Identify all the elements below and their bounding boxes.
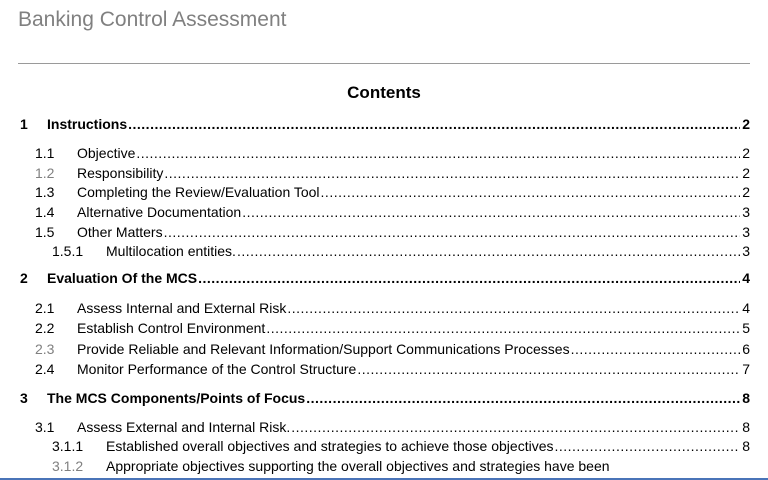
toc-entry-page: 6 bbox=[742, 341, 750, 357]
toc-entry-page: 7 bbox=[742, 361, 750, 377]
toc-entry-title: Completing the Review/Evaluation Tool bbox=[77, 184, 320, 200]
toc-dot-leader bbox=[554, 437, 740, 455]
toc-entry-page: 3 bbox=[742, 224, 750, 240]
toc-dot-leader bbox=[287, 299, 740, 317]
toc-entry[interactable] bbox=[35, 319, 750, 337]
toc-entry[interactable] bbox=[35, 203, 750, 221]
toc-entry[interactable] bbox=[35, 164, 750, 182]
toc-entry-number: 3 bbox=[20, 390, 28, 406]
toc-dot-leader bbox=[357, 360, 740, 378]
toc-entry[interactable] bbox=[35, 418, 750, 436]
toc-entry-number: 1.3 bbox=[35, 184, 55, 200]
toc-entry[interactable] bbox=[52, 437, 750, 455]
toc-entry-title: Evaluation Of the MCS bbox=[47, 270, 198, 286]
toc-entry-page: 2 bbox=[742, 116, 750, 132]
toc-entry[interactable] bbox=[35, 360, 750, 378]
toc-entry-number: 1.5 bbox=[35, 224, 55, 240]
toc-dot-leader bbox=[291, 418, 740, 436]
toc-entry-number: 2.1 bbox=[35, 300, 55, 316]
toc-entry-title: The MCS Components/Points of Focus bbox=[47, 390, 306, 406]
toc-entry-page: 2 bbox=[742, 165, 750, 181]
toc-entry[interactable] bbox=[35, 223, 750, 241]
header-divider bbox=[18, 63, 750, 64]
toc-entry-page: 3 bbox=[742, 204, 750, 220]
toc-entry-number: 1.5.1 bbox=[52, 243, 84, 259]
document-title: Banking Control Assessment bbox=[18, 8, 287, 31]
toc-entry[interactable] bbox=[35, 183, 750, 201]
toc-dot-leader bbox=[164, 223, 741, 241]
toc-entry-title: Assess Internal and External Risk bbox=[77, 300, 287, 316]
toc-entry-number: 1.2 bbox=[35, 165, 55, 181]
toc-entry-page: 4 bbox=[742, 300, 750, 316]
toc-entry[interactable] bbox=[20, 115, 750, 133]
toc-entry-page: 2 bbox=[742, 145, 750, 161]
toc-entry-title: Established overall objectives and strategies to achieve those objectives bbox=[106, 438, 554, 454]
toc-entry-number: 3.1.2 bbox=[52, 458, 84, 474]
toc-entry-title: Alternative Documentation bbox=[77, 204, 242, 220]
toc-dot-leader bbox=[242, 203, 740, 221]
toc-dot-leader bbox=[321, 183, 741, 201]
toc-entry-page: 8 bbox=[742, 390, 750, 406]
toc-entry-number: 3.1 bbox=[35, 419, 55, 435]
toc-entry-number: 3.1.1 bbox=[52, 438, 84, 454]
toc-entry-title: Instructions bbox=[47, 116, 128, 132]
toc-entry-page: 5 bbox=[742, 320, 750, 336]
toc-entry-number: 1.1 bbox=[35, 145, 55, 161]
toc-entry-title: Multilocation entities. bbox=[106, 243, 236, 259]
toc-entry-number: 2 bbox=[20, 270, 28, 286]
toc-dot-leader bbox=[164, 164, 740, 182]
toc-entry[interactable] bbox=[52, 242, 750, 260]
toc-entry-number: 1.4 bbox=[35, 204, 55, 220]
toc-entry-page: 4 bbox=[742, 270, 750, 286]
toc-dot-leader bbox=[571, 340, 741, 358]
toc-dot-leader bbox=[136, 144, 740, 162]
toc-entry[interactable] bbox=[35, 144, 750, 162]
contents-heading: Contents bbox=[347, 83, 421, 102]
toc-entry-title: Assess External and Internal Risk. bbox=[77, 419, 291, 435]
toc-entry-title: Provide Reliable and Relevant Information/Support Communications Processes bbox=[77, 341, 570, 357]
toc-entry-page: 2 bbox=[742, 184, 750, 200]
toc-entry-number: 2.2 bbox=[35, 320, 55, 336]
toc-entry[interactable] bbox=[35, 299, 750, 317]
toc-entry-title: Monitor Performance of the Control Structure bbox=[77, 361, 357, 377]
toc-entry-page: 3 bbox=[742, 243, 750, 259]
toc-dot-leader bbox=[237, 242, 740, 260]
toc-entry-title: Appropriate objectives supporting the overall objectives and strategies have been bbox=[106, 458, 610, 474]
toc-entry-number: 2.3 bbox=[35, 341, 55, 357]
toc-entry[interactable] bbox=[52, 457, 750, 475]
toc-dot-leader bbox=[128, 115, 740, 133]
toc-dot-leader bbox=[266, 319, 740, 337]
toc-entry-page: 8 bbox=[742, 419, 750, 435]
toc-entry-title: Responsibility bbox=[77, 165, 164, 181]
toc-entry-number: 1 bbox=[20, 116, 28, 132]
toc-entry[interactable] bbox=[35, 340, 750, 358]
toc-entry-title: Other Matters bbox=[77, 224, 163, 240]
toc-entry-title: Establish Control Environment bbox=[77, 320, 266, 336]
toc-entry-title: Objective bbox=[77, 145, 136, 161]
toc-entry[interactable] bbox=[20, 269, 750, 287]
toc-dot-leader bbox=[306, 389, 740, 407]
toc-dot-leader bbox=[198, 269, 740, 287]
toc-entry[interactable] bbox=[20, 389, 750, 407]
toc-entry-page: 8 bbox=[742, 438, 750, 454]
toc-entry-number: 2.4 bbox=[35, 361, 55, 377]
